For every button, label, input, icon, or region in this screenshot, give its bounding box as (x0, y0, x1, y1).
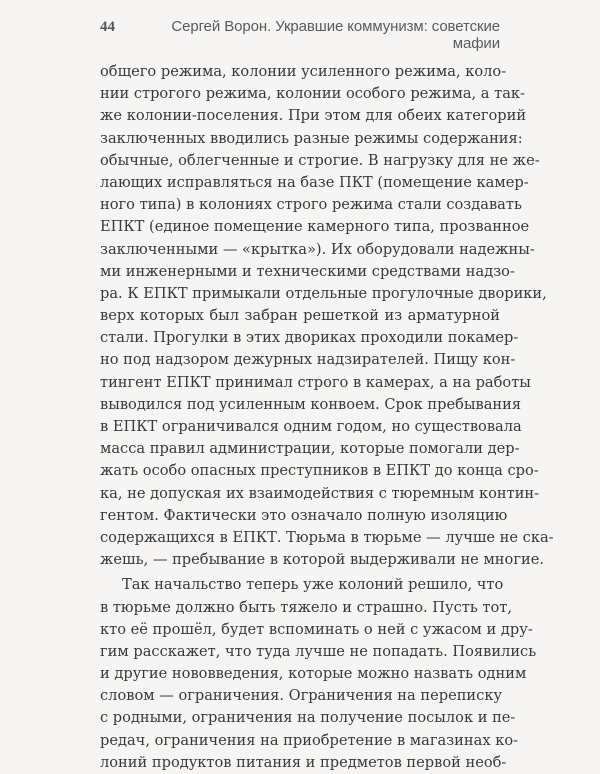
text-line: заключенных вводились разные режимы содержания: (100, 129, 523, 147)
text-line: ЕПКТ (единое помещение камерного типа, прозванное (100, 218, 530, 236)
text-line: редач, ограничения на приобретение в магазинах ко- (100, 731, 519, 749)
running-head-title: Сергей Ворон. Укравшие коммунизм: советские мафии (171, 18, 500, 52)
text-line: масса правил администрации, которые помогали дер- (100, 440, 520, 458)
running-head (100, 18, 500, 52)
text-line: и другие нововведения, которые можно назвать одним (100, 665, 527, 683)
text-line: словом — ограничения. Ограничения на переписку (100, 687, 503, 705)
text-line: заключенными — «крытка»). Их оборудовали надежны- (100, 240, 535, 258)
text-line: ми инженерными и техническими средствами надзо- (100, 262, 515, 280)
text-line: в тюрьме должно быть тяжело и страшно. Пусть тот, (100, 598, 512, 616)
page-number: 44 (100, 19, 115, 35)
text-line: содержащихся в ЕПКТ. Тюрьма в тюрьме — лучше не ска- (100, 528, 554, 546)
text-line: жешь, — пребывание в которой выдерживали не многие. (100, 551, 544, 569)
text-line: общего режима, колонии усиленного режима, коло- (100, 63, 507, 80)
text-line: же колонии-поселения. При этом для обеих категорий (100, 107, 527, 125)
text-line: верх которых был забран решеткой из арматурной (100, 307, 500, 325)
text-line: лающих исправляться на базе ПКТ (помещение камер- (100, 173, 529, 191)
text-line: нии строгого режима, колонии особого режима, а так- (100, 85, 525, 103)
text-line: кто её прошёл, будет вспоминать о ней с ужасом и дру- (100, 620, 533, 638)
paragraph-1 (100, 61, 554, 571)
text-line: выводился под усиленным конвоем. Срок пребывания (100, 395, 522, 413)
text-line: лоний продуктов питания и предметов первой необ- (100, 753, 507, 771)
text-line: ного типа) в колониях строго режима стали создавать (100, 196, 522, 214)
text-line: гентом. Фактически это означало полную изоляцию (100, 506, 508, 524)
text-line: в ЕПКТ ограничивался одним годом, но существовала (100, 418, 522, 435)
paragraph-2 (100, 574, 537, 774)
text-line: гим расскажет, что туда лучше не попадать. Появились (100, 642, 537, 660)
text-line: Так начальство теперь уже колоний решило, что (122, 576, 504, 594)
text-line: ка, не допуская их взаимодействия с тюремным контин- (100, 484, 540, 502)
text-line: обычные, облегченные и строгие. В нагрузку для не же- (100, 151, 540, 169)
text-line: с родными, ограничения на получение посылок и пе- (100, 709, 516, 727)
text-line: ра. К ЕПКТ примыкали отдельные прогулочные дворики, (100, 284, 547, 302)
text-line: жать особо опасных преступников в ЕПКТ до конца сро- (100, 462, 539, 480)
text-line: но под надзором дежурных надзирателей. Пищу кон- (100, 351, 516, 369)
body-text (100, 61, 554, 774)
text-line: тингент ЕПКТ принимал строго в камерах, а на работы (100, 373, 531, 391)
text-line: стали. Прогулки в этих двориках проходили покамер- (100, 329, 519, 347)
